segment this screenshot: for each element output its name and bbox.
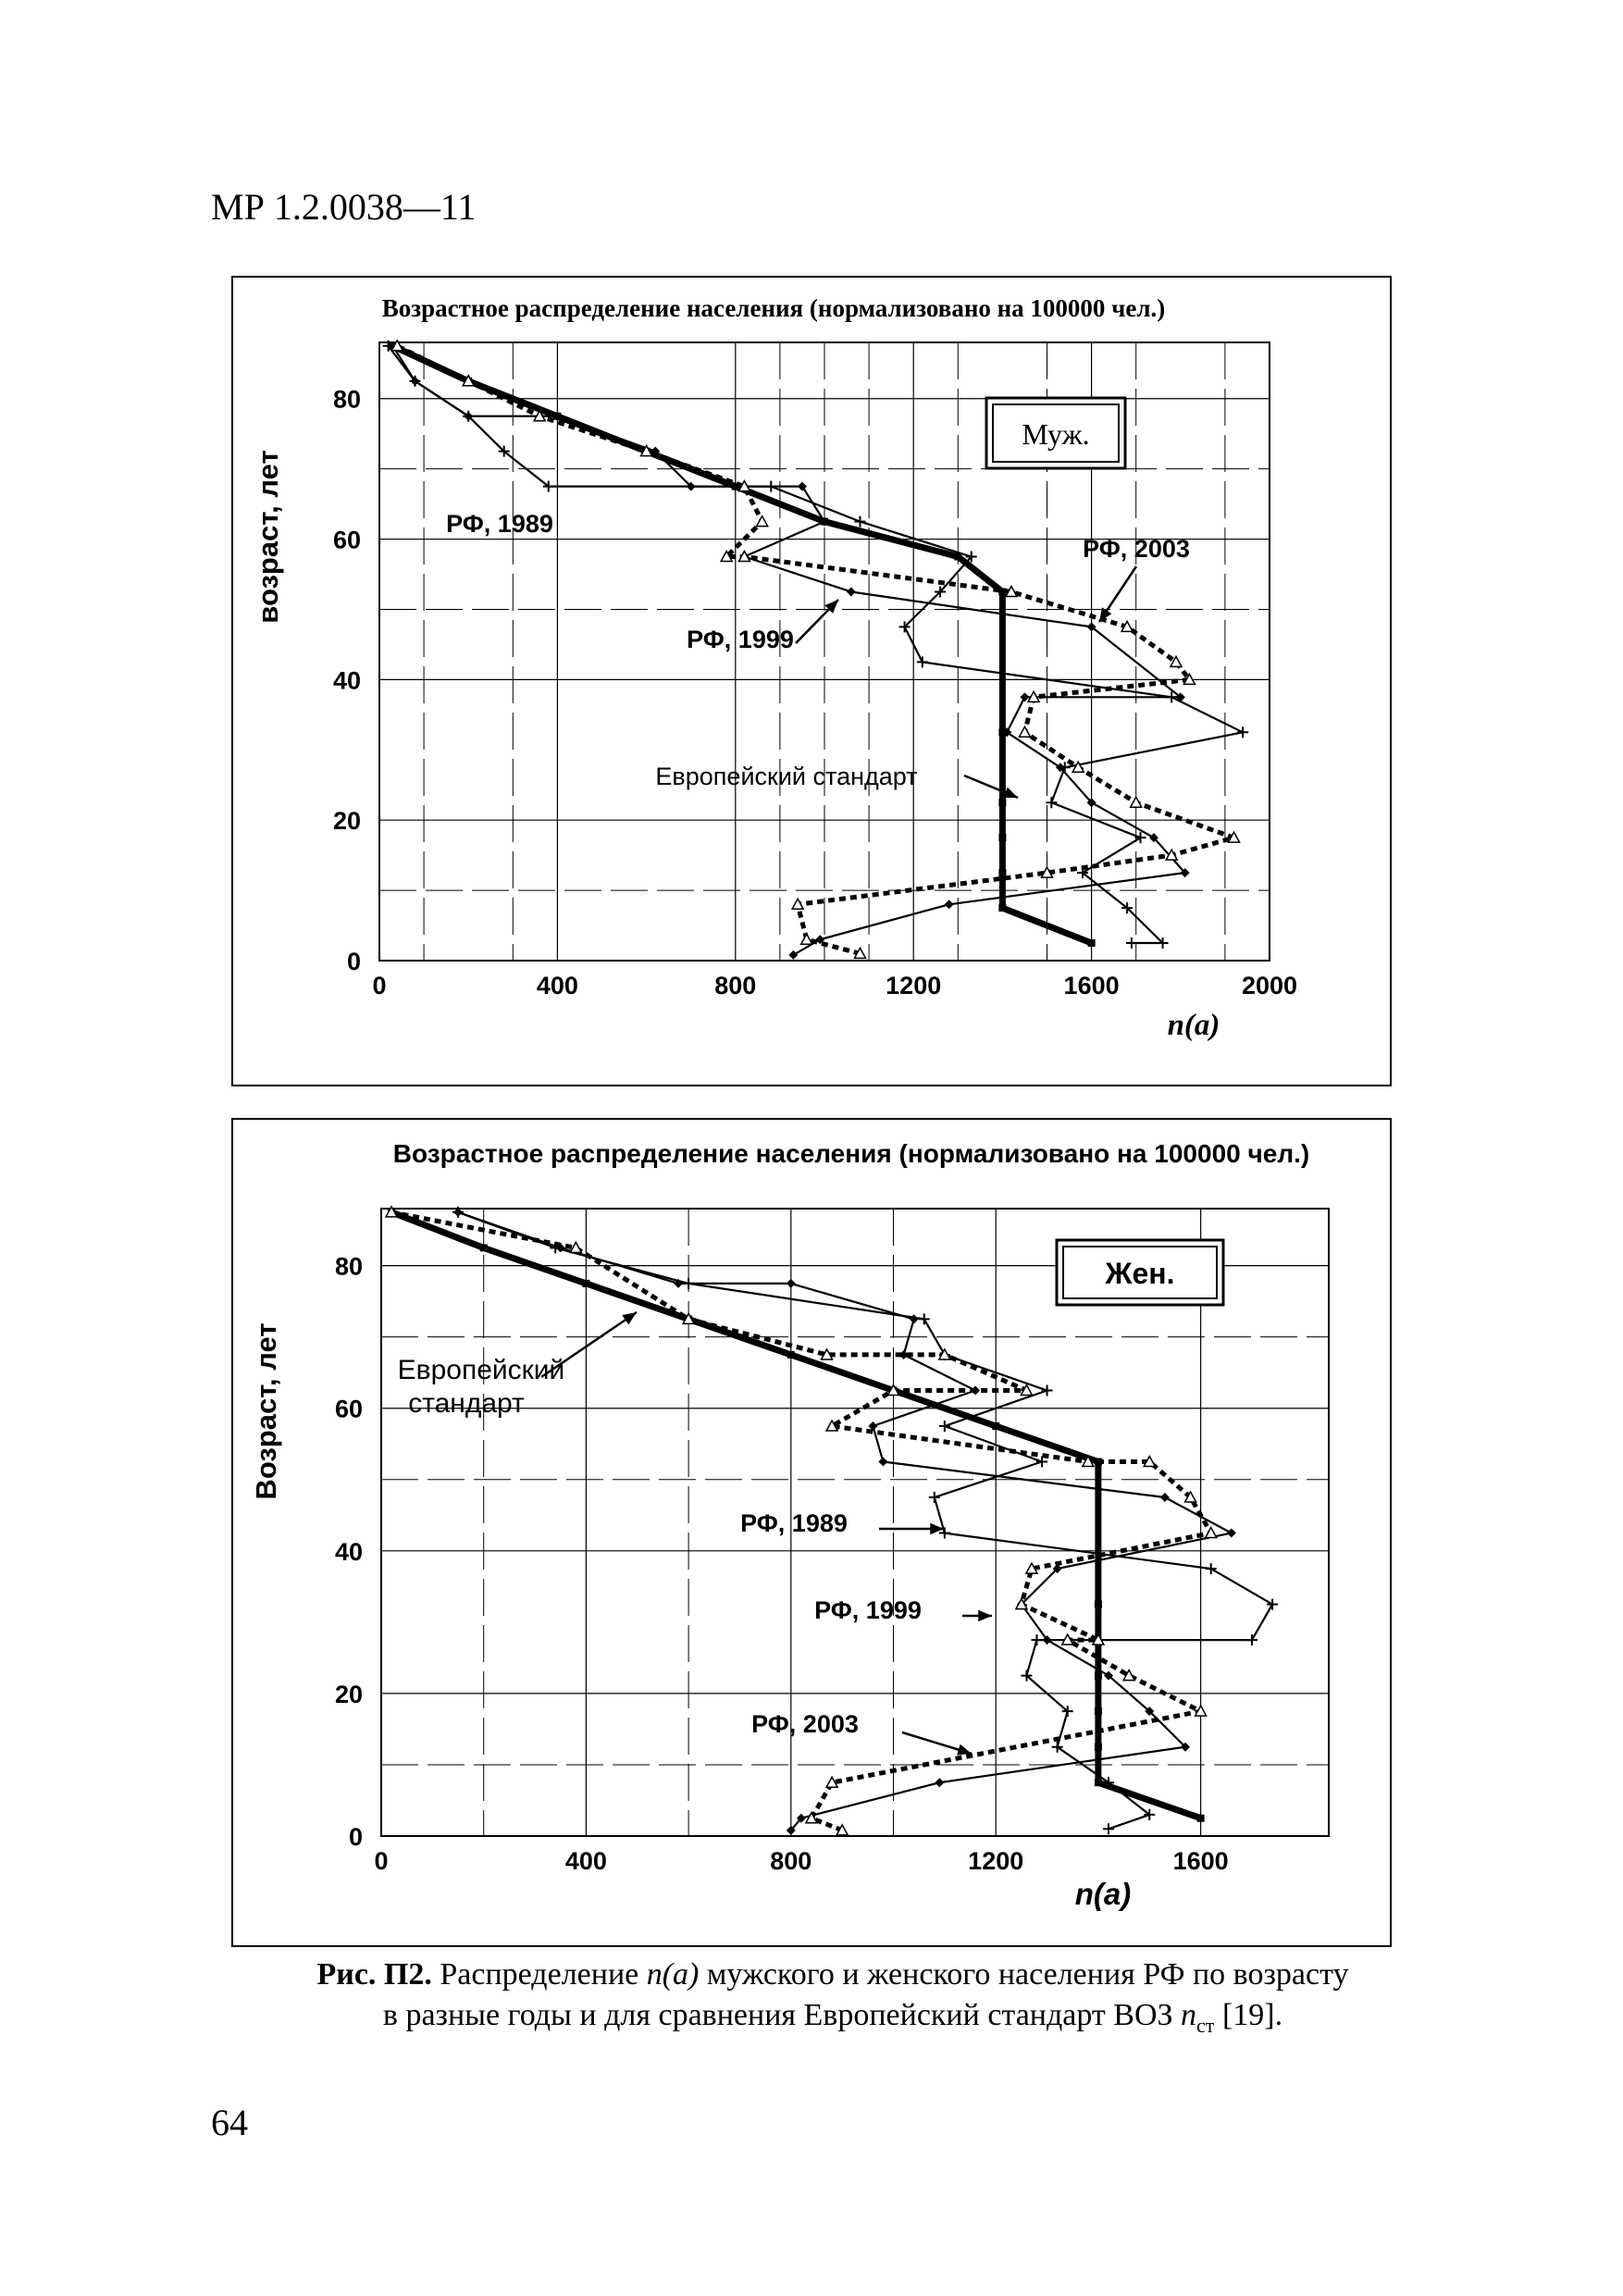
caption-line-2a: в разные годы и для сравнения Европейский стандарт ВОЗ (382, 1998, 1182, 2032)
female-age-distribution-chart (250, 1139, 1329, 1911)
annotation-label: Европейский (397, 1355, 565, 1385)
y-tick-label: 40 (334, 1537, 363, 1566)
y-axis-label: Возраст, лет (250, 1322, 282, 1500)
marker-rf-1999 (935, 1778, 944, 1787)
x-tick-label: 400 (536, 972, 578, 999)
marker-european-standard (1095, 1744, 1102, 1751)
y-axis-label: возраст, лет (252, 450, 284, 624)
annotation-label: РФ, 1989 (446, 510, 553, 538)
caption-line-1 (231, 1955, 1434, 1995)
marker-european-standard (1095, 1779, 1102, 1786)
sex-label: Муж. (1022, 417, 1090, 451)
marker-rf-1989 (939, 1421, 950, 1432)
marker-european-standard (998, 904, 1006, 912)
x-tick-label: 1200 (886, 972, 942, 999)
chart-title: Возрастное распределение населения (нормализовано на 100000 чел.) (381, 294, 1166, 322)
marker-rf-1999 (945, 900, 954, 909)
x-tick-label: 400 (564, 1847, 607, 1875)
marker-rf-1999 (788, 950, 798, 960)
y-tick-label: 20 (332, 807, 361, 836)
x-tick-label: 0 (374, 1847, 389, 1875)
caption-var-2: n (1181, 1998, 1197, 2032)
marker-european-standard (998, 799, 1006, 806)
marker-european-standard (1095, 1601, 1102, 1608)
annotation-arrow-line (541, 1312, 637, 1377)
annotation-label: РФ, 1999 (814, 1596, 922, 1624)
marker-european-standard (1088, 939, 1096, 947)
y-tick-label: 0 (348, 1823, 363, 1851)
marker-rf-1989 (1103, 1823, 1114, 1834)
marker-rf-1989 (1135, 832, 1146, 843)
annotation-label: РФ, 2003 (751, 1710, 859, 1738)
chart-title: Возрастное распределение населения (нормализовано на 100000 чел.) (392, 1139, 1310, 1168)
caption-line-2b: [19]. (1214, 1998, 1283, 2032)
x-axis-label: n(a) (1167, 1009, 1220, 1042)
marker-european-standard (1095, 1707, 1102, 1715)
annotation-label: РФ, 2003 (1083, 535, 1190, 563)
y-tick-label: 60 (332, 526, 361, 554)
marker-rf-1989 (1267, 1599, 1278, 1610)
y-tick-label: 80 (334, 1252, 363, 1281)
marker-rf-1989 (1237, 726, 1248, 738)
annotation-label: РФ, 1999 (687, 626, 794, 653)
caption-text-1: Распределение (431, 1957, 647, 1992)
figure-caption (231, 1955, 1434, 2046)
marker-rf-2003 (1019, 726, 1030, 737)
marker-rf-1989 (1046, 797, 1057, 808)
annotation-arrow-head (978, 1610, 992, 1621)
marker-rf-1989 (929, 1492, 940, 1503)
marker-european-standard (1095, 1672, 1102, 1680)
marker-rf-1989 (1031, 1634, 1042, 1645)
x-tick-label: 2000 (1241, 972, 1298, 999)
male-age-distribution-chart (252, 294, 1297, 1042)
x-tick-label: 1200 (968, 1847, 1024, 1875)
marker-rf-1999 (1160, 1493, 1170, 1502)
marker-european-standard (1197, 1815, 1205, 1822)
y-tick-label: 80 (332, 385, 361, 414)
marker-european-standard (998, 869, 1006, 876)
marker-european-standard (480, 1244, 488, 1251)
marker-rf-1989 (1206, 1563, 1217, 1574)
x-tick-label: 1600 (1063, 972, 1120, 999)
x-tick-label: 800 (714, 972, 757, 999)
marker-rf-1999 (847, 587, 856, 596)
annotation-label: стандарт (408, 1388, 525, 1419)
marker-european-standard (998, 834, 1006, 841)
marker-rf-1989 (919, 1313, 930, 1324)
document-code-header: МР 1.2.0038—11 (211, 186, 477, 228)
caption-sub-2: ст (1196, 2013, 1215, 2037)
x-tick-label: 800 (770, 1847, 812, 1875)
marker-rf-1999 (1020, 692, 1029, 701)
x-axis-label: n(a) (1074, 1877, 1132, 1911)
marker-rf-1999 (787, 1279, 796, 1288)
marker-rf-1989 (1126, 937, 1137, 949)
marker-european-standard (787, 1351, 795, 1359)
x-tick-label: 0 (372, 972, 387, 999)
y-tick-label: 0 (346, 948, 361, 975)
y-tick-label: 20 (334, 1680, 363, 1708)
annotation-arrow-head (957, 1744, 972, 1756)
page-number: 64 (211, 2102, 248, 2143)
marker-rf-1989 (1042, 1384, 1053, 1396)
annotation-arrow-head (622, 1312, 637, 1324)
marker-rf-1989 (854, 516, 865, 527)
marker-rf-2003 (792, 899, 803, 909)
x-tick-label: 1600 (1172, 1847, 1229, 1875)
marker-rf-1989 (1246, 1634, 1258, 1645)
sex-label: Жен. (1105, 1257, 1175, 1290)
marker-european-standard (992, 1422, 999, 1430)
caption-line-2 (231, 1995, 1434, 2046)
marker-rf-2003 (801, 934, 812, 944)
marker-rf-2003 (570, 1242, 581, 1252)
marker-european-standard (582, 1280, 589, 1287)
annotation-label: РФ, 1989 (740, 1509, 848, 1537)
annotation-label: Европейский стандарт (655, 763, 918, 790)
marker-rf-1999 (910, 1314, 919, 1323)
caption-text-2: мужского и женского населения РФ по возрасту (699, 1957, 1349, 1992)
marker-rf-1999 (1227, 1529, 1236, 1538)
marker-rf-2003 (1206, 1528, 1217, 1538)
marker-rf-1999 (878, 1458, 887, 1467)
y-tick-label: 60 (334, 1395, 363, 1423)
caption-var-1: n(a) (646, 1957, 700, 1992)
marker-rf-1989 (917, 656, 928, 667)
y-tick-label: 40 (332, 666, 361, 695)
marker-rf-2003 (757, 516, 768, 527)
caption-label: Рис. П2. (316, 1957, 432, 1992)
